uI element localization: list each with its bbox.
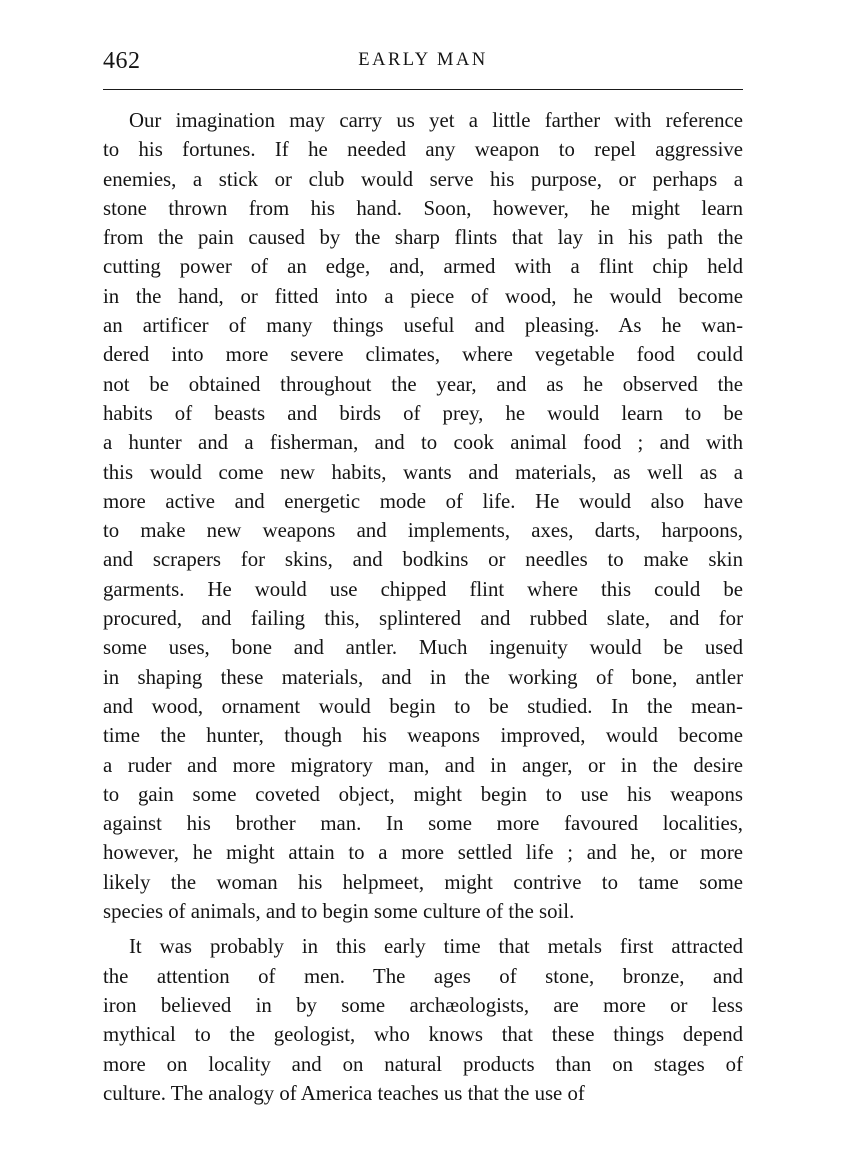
text-line: dered into more severe climates, where vegetable food could [103, 343, 743, 367]
text-line: to his fortunes. If he needed any weapon to repel aggressive [103, 138, 743, 162]
text-line: more active and energetic mode of life. He would also have [103, 489, 743, 513]
text-line: likely the woman his helpmeet, might contrive to tame some [103, 870, 743, 894]
text-line: in shaping these materials, and in the working of bone, antler [103, 665, 743, 689]
text-line: iron believed in by some archæologists, are more or less [103, 993, 743, 1017]
body-text [103, 106, 743, 1108]
text-line: time the hunter, though his weapons improved, would become [103, 724, 743, 748]
paragraph [103, 932, 743, 1108]
text-line: and wood, ornament would begin to be studied. In the mean- [103, 694, 743, 718]
text-line: this would come new habits, wants and materials, as well as a [103, 460, 743, 484]
text-line: Our imagination may carry us yet a little farther with reference [129, 109, 743, 132]
text-line: to make new weapons and implements, axes, darts, harpoons, [103, 519, 743, 543]
text-line: to gain some coveted object, might begin to use his weapons [103, 782, 743, 806]
text-line: an artificer of many things useful and pleasing. As he wan- [103, 314, 743, 338]
text-line: stone thrown from his hand. Soon, however, he might learn [103, 196, 743, 220]
text-line: however, he might attain to a more settled life ; and he, or more [103, 841, 743, 865]
text-line: a ruder and more migratory man, and in anger, or in the desire [103, 753, 743, 777]
text-line: cutting power of an edge, and, armed with a flint chip held [103, 255, 743, 279]
text-line: some uses, bone and antler. Much ingenuity would be used [103, 636, 743, 660]
text-line: a hunter and a fisherman, and to cook animal food ; and with [103, 431, 743, 455]
paragraph [103, 106, 743, 926]
text-line: enemies, a stick or club would serve his purpose, or perhaps a [103, 167, 743, 191]
text-line: culture. The analogy of America teaches us that the use of [103, 1081, 585, 1105]
text-line: species of animals, and to begin some culture of the soil. [103, 900, 575, 924]
text-line: It was probably in this early time that metals first attracted [129, 935, 743, 959]
running-title: EARLY MAN [358, 50, 488, 70]
text-line: the attention of men. The ages of stone, bronze, and [103, 964, 743, 988]
text-line: mythical to the geologist, who knows that these things depend [103, 1023, 743, 1047]
text-line: procured, and failing this, splintered and rubbed slate, and for [103, 607, 743, 631]
header-rule [103, 89, 743, 90]
text-line: in the hand, or fitted into a piece of wood, he would become [103, 284, 743, 308]
text-line: and scrapers for skins, and bodkins or needles to make skin [103, 548, 743, 572]
page-number: 462 [103, 48, 141, 74]
page-header [103, 44, 743, 74]
text-line: from the pain caused by the sharp flints that lay in his path the [103, 226, 743, 250]
text-line: against his brother man. In some more favoured localities, [103, 812, 743, 836]
text-line: not be obtained throughout the year, and as he observed the [103, 372, 743, 396]
text-line: garments. He would use chipped flint where this could be [103, 577, 743, 601]
text-line: more on locality and on natural products than on stages of [103, 1052, 743, 1076]
text-line: habits of beasts and birds of prey, he would learn to be [103, 401, 743, 425]
